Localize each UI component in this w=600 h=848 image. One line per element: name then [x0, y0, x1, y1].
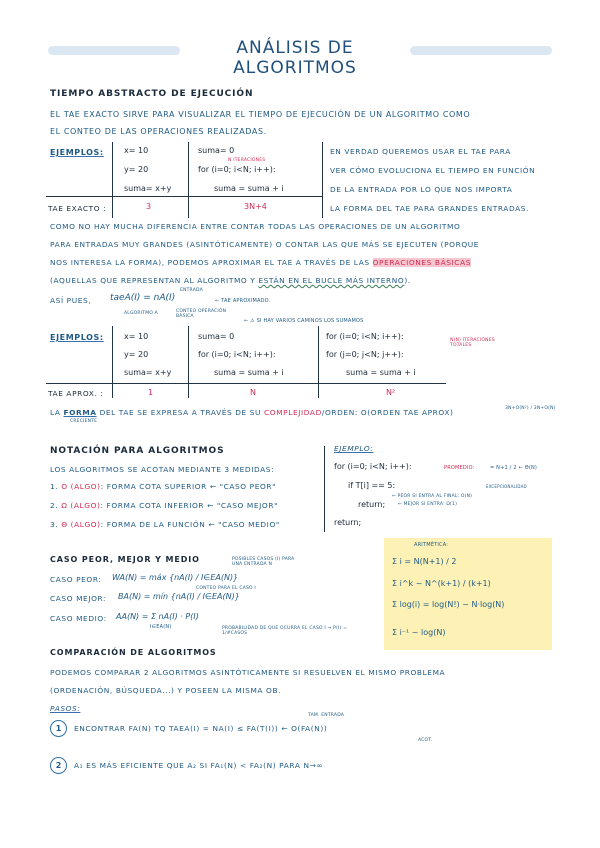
ex2-note: N(N) ITERACIONES TOTALES	[450, 338, 495, 348]
caso-mejor-label: CASO MEJOR:	[50, 594, 107, 603]
promedio-label: PROMEDIO:	[444, 465, 475, 471]
table2-hline	[46, 383, 446, 384]
tae-exacto-label: TAE EXACTO :	[48, 204, 107, 213]
step-1-small: TAM. ENTRADA	[308, 713, 345, 718]
pasos-label: PASOS:	[50, 704, 81, 713]
formula-warning: ← ⚠ SI HAY VARIOS CAMINOS LOS SUMAMOS	[244, 318, 364, 324]
notacion-lead: LOS ALGORITMOS SE ACOTAN MEDIANTE 3 MEDIDAS:	[50, 465, 275, 474]
step-1-small-2: ACOT.	[418, 738, 433, 743]
ex1-iter-note: N ITERACIONES	[228, 158, 266, 163]
para-line-4-text: (AQUELLAS QUE REPRESENTAN AL ALGORITMO Y	[50, 276, 256, 285]
table2-vline-1	[112, 326, 113, 398]
code-line-1: for (i=0; i<N; i++):	[334, 462, 412, 471]
arith-formula-1: Σ i = N(N+1) / 2	[392, 557, 457, 566]
side-line-4: LA FORMA DEL TAE PARA GRANDES ENTRADAS.	[330, 204, 530, 213]
intro-line-2: EL CONTEO DE LAS OPERACIONES REALIZADAS.	[50, 127, 267, 136]
probabilidad-note: PROBABILIDAD DE QUE OCURRA EL CASO I → P(I) = 1/#CASOS	[222, 626, 348, 636]
notacion-item-1-n: 1.	[50, 482, 59, 491]
tae-aprox-label: TAE APROX. :	[48, 389, 104, 398]
ex2-c1-l3: suma= x+y	[124, 368, 172, 377]
promedio-formula: = N+1 / 2 ← Θ(N)	[490, 465, 538, 471]
ejemplo-label: EJEMPLO:	[334, 444, 374, 453]
ex1-c1-l1: x= 10	[124, 146, 149, 155]
caso-mejor-small: CONTEO PARA EL CASO I	[196, 586, 256, 591]
complejidad-word: COMPLEJIDAD	[264, 408, 322, 417]
ejemplos-label-2: EJEMPLOS:	[50, 333, 104, 342]
section-heading-comparacion: COMPARACIÓN DE ALGORITMOS	[50, 648, 217, 657]
ex2-c3-l2: for (j=0; j<N; j++):	[326, 350, 404, 359]
para-line-4	[50, 276, 411, 285]
notacion-item-3-text: : FORMA DE LA FUNCIÓN ← "CASO MEDIO"	[100, 520, 280, 529]
table1-hline	[46, 196, 322, 197]
para-line-3	[50, 258, 471, 267]
para-line-2: PARA ENTRADAS MUY GRANDES (ASINTÓTICAMENTE) O CONTAR LAS QUE MÁS SE EJECUTEN (PORQUE	[50, 240, 480, 249]
caso-mejor-formula: BA(N) = mín {nA(I) / I∈EA(N)}	[118, 592, 240, 601]
ex2-value-1: 1	[148, 388, 154, 397]
code-note-mejor: ← MEJOR SI ENTRA: Ω(1)	[398, 502, 458, 507]
table1-vline-2	[188, 142, 189, 218]
complejidad-line	[50, 408, 454, 417]
caso-medio-sub: I∈EA(N)	[150, 624, 172, 630]
notacion-item-2	[50, 501, 278, 510]
caso-peor-label: CASO PEOR:	[50, 575, 102, 584]
complejidad-c: /ORDEN: O(ORDEN TAE APROX)	[321, 408, 454, 417]
code-line-2: if T[i] == 5:	[348, 481, 396, 490]
side-line-1: EN VERDAD QUEREMOS USAR EL TAE PARA	[330, 147, 511, 156]
asi-pues: ASÍ PUES,	[50, 296, 92, 305]
formula-sub-3: ENTRADA	[180, 288, 203, 293]
ex2-value-2: N	[250, 388, 256, 397]
ex1-value-2: 3N+4	[244, 202, 267, 211]
notacion-item-1-sym: O (ALGO)	[61, 482, 101, 491]
intro-line-1: EL TAE EXACTO SIRVE PARA VISUALIZAR EL TIEMPO DE EJECUCIÓN DE UN ALGORITMO COMO	[50, 110, 471, 119]
para-line-1: COMO NO HAY MUCHA DIFERENCIA ENTRE CONTAR TODAS LAS OPERACIONES DE UN ALGORITMO	[50, 222, 461, 231]
excepcionalidad-note: EXCEPCIONALIDAD	[486, 484, 527, 489]
page-title: ANÁLISIS DE ALGORITMOS	[233, 38, 357, 78]
ex1-c2-l2: for (i=0; i<N; i++):	[198, 165, 276, 174]
ex2-c2-l1: suma= 0	[198, 332, 235, 341]
code-note-peor: ← PEOR SI ENTRA AL FINAL: O(N)	[392, 494, 473, 499]
side-line-3: DE LA ENTRADA POR LO QUE NOS IMPORTA	[330, 185, 513, 194]
step-1-text: ENCONTRAR FA(N) TQ TAEA(I) = NA(I) ≤ FA(T(I)) ← O(FA(N))	[74, 724, 328, 733]
casos-small-note: POSIBLES CASOS (I) PARA UNA ENTRADA N	[232, 557, 295, 567]
ex2-c1-l1: x= 10	[124, 332, 149, 341]
operaciones-basicas: OPERACIONES BÁSICAS	[372, 258, 472, 267]
tae-formula: taeA(I) = nA(I)	[110, 293, 176, 303]
step-1-badge: 1	[50, 720, 67, 737]
notacion-item-3	[50, 520, 280, 529]
arith-formula-3: Σ log(i) = log(N!) ~ N·log(N)	[392, 600, 505, 609]
table1-vline-1	[112, 142, 113, 218]
title-bar-right	[410, 46, 552, 55]
notacion-item-3-n: 3.	[50, 520, 59, 529]
formula-sub-1: ALGORITMO A	[124, 311, 158, 316]
complejidad-b: DEL TAE SE EXPRESA A TRAVÉS DE SU	[99, 408, 262, 417]
complejidad-a: LA	[50, 408, 61, 417]
notacion-item-2-text: : FORMA COTA INFERIOR ← "CASO MEJOR"	[100, 501, 279, 510]
ex1-c1-l3: suma= x+y	[124, 184, 172, 193]
code-line-4: return;	[334, 518, 362, 527]
notacion-divider	[324, 446, 325, 532]
formula-note: ← TAE APROXIMADO.	[215, 298, 271, 304]
complejidad-right-note: 3N+O(N²) / 3N+O(N)	[505, 406, 556, 411]
step-2-badge: 2	[50, 757, 67, 774]
table1-vline-3	[322, 142, 323, 218]
arithmetic-label: ARITMÉTICA:	[414, 542, 449, 548]
caso-medio-formula: AA(N) = Σ nA(I) · P(I)	[116, 612, 199, 621]
creciente-note: CRECIENTE	[70, 419, 98, 424]
ex1-c2-l3: suma = suma + i	[214, 184, 284, 193]
title-bar-left	[48, 46, 180, 55]
ex2-c1-l2: y= 20	[124, 350, 149, 359]
table2-vline-2	[188, 326, 189, 398]
ex2-c3-l1: for (i=0; i<N; i++):	[326, 332, 404, 341]
para-line-4-end: ).	[404, 276, 411, 285]
caso-peor-formula: WA(N) = máx {nA(I) / I∈EA(N)}	[112, 573, 239, 582]
ex1-value-1: 3	[146, 202, 152, 211]
notacion-item-2-sym: Ω (ALGO)	[61, 501, 101, 510]
ex2-value-3: N²	[386, 388, 396, 397]
section-heading-tae: TIEMPO ABSTRACTO DE EJECUCIÓN	[50, 89, 254, 99]
comparacion-p1: PODEMOS COMPARAR 2 ALGORITMOS ASINTÓTICAMENTE SI RESUELVEN EL MISMO PROBLEMA	[50, 668, 446, 677]
side-line-2: VER CÓMO EVOLUCIONA EL TIEMPO EN FUNCIÓN	[330, 166, 536, 175]
notacion-item-2-n: 2.	[50, 501, 59, 510]
arith-formula-2: Σ i^k ~ N^(k+1) / (k+1)	[392, 579, 491, 588]
comparacion-p2: (ORDENACIÓN, BÚSQUEDA...) Y POSEEN LA MISMA OB.	[50, 686, 282, 695]
code-line-3: return;	[358, 500, 386, 509]
notacion-item-3-sym: Θ (ALGO)	[61, 520, 101, 529]
complejidad-forma: FORMA	[63, 408, 97, 417]
step-2-text: A₁ ES MÁS EFICIENTE QUE A₂ SI FA₁(N) < FA₂(N) PARA N→∞	[74, 761, 324, 770]
notacion-item-1	[50, 482, 276, 491]
table2-vline-3	[318, 326, 319, 398]
caso-medio-label: CASO MEDIO:	[50, 614, 107, 623]
ex2-c2-l3: suma = suma + i	[214, 368, 284, 377]
arith-formula-4: Σ i⁻¹ ~ log(N)	[392, 628, 446, 637]
ex2-c3-l3: suma = suma + i	[346, 368, 416, 377]
section-heading-casos: CASO PEOR, MEJOR Y MEDIO	[50, 555, 200, 564]
ex2-c2-l2: for (i=0; i<N; i++):	[198, 350, 276, 359]
ex1-c1-l2: y= 20	[124, 165, 149, 174]
formula-sub-2: CONTEO OPERACIÓN BÁSICA	[176, 309, 227, 319]
para-line-3-text: NOS INTERESA LA FORMA), PODEMOS APROXIMAR EL TAE A TRAVÉS DE LAS	[50, 258, 370, 267]
section-heading-notacion: NOTACIÓN PARA ALGORITMOS	[50, 446, 225, 456]
ex1-c2-l1: suma= 0	[198, 146, 235, 155]
bucle-interno: ESTÁN EN EL BUCLE MÁS INTERNO	[258, 276, 405, 285]
ejemplos-label-1: EJEMPLOS:	[50, 148, 104, 157]
notacion-item-1-text: : FORMA COTA SUPERIOR ← "CASO PEOR"	[100, 482, 277, 491]
